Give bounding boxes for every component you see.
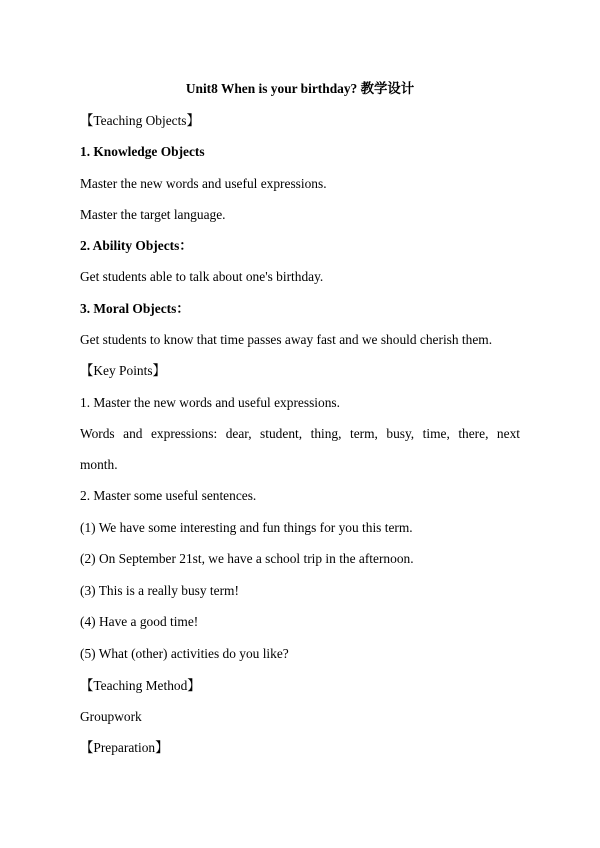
document-title: Unit8 When is your birthday? 教学设计 <box>185 81 415 96</box>
paragraph-line: 1. Master the new words and useful expressions. <box>80 395 340 410</box>
sentence-item: (1) We have some interesting and fun things for you this term. <box>80 520 413 535</box>
paragraph-line: Master the new words and useful expressions. <box>80 176 327 191</box>
subheading-moral-objects: 3. Moral Objects： <box>80 301 190 316</box>
section-heading-teaching-objects: 【Teaching Objects】 <box>80 113 200 128</box>
paragraph-line: 2. Master some useful sentences. <box>80 488 257 503</box>
subheading-ability-objects: 2. Ability Objects： <box>80 238 193 253</box>
section-heading-preparation: 【Preparation】 <box>80 740 169 755</box>
sentence-item: (4) Have a good time! <box>80 614 199 629</box>
sentence-item: (2) On September 21st, we have a school trip in the afternoon. <box>80 551 414 566</box>
sentence-item: (5) What (other) activities do you like? <box>80 646 289 661</box>
paragraph-line: Get students to know that time passes away fast and we should cherish them. <box>80 332 493 347</box>
paragraph-line: Words and expressions: dear, student, thing, term, busy, time, there, next <box>80 426 520 441</box>
section-heading-teaching-method: 【Teaching Method】 <box>80 678 201 693</box>
paragraph-line: Groupwork <box>80 709 142 724</box>
section-heading-key-points: 【Key Points】 <box>80 363 166 378</box>
paragraph-line: Master the target language. <box>80 207 226 222</box>
paragraph-line: month. <box>80 457 118 472</box>
sentence-item: (3) This is a really busy term! <box>80 583 239 598</box>
subheading-knowledge-objects: 1. Knowledge Objects <box>80 144 205 159</box>
paragraph-line: Get students able to talk about one's birthday. <box>80 269 324 284</box>
